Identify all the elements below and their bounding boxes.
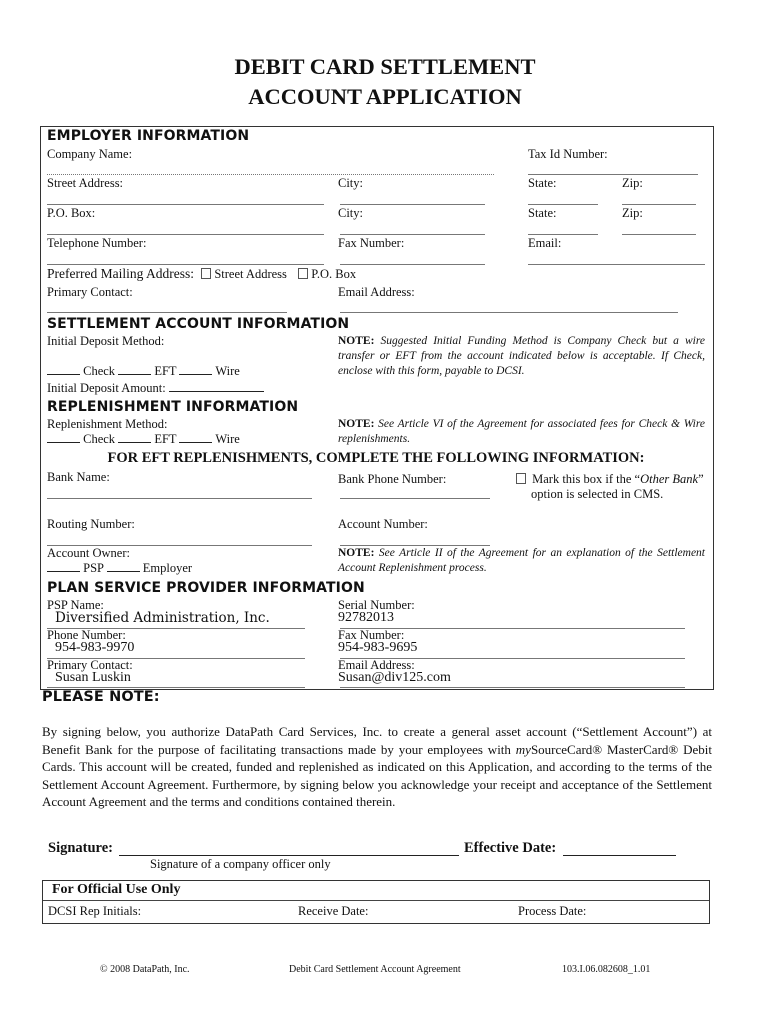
po-box-field[interactable] (47, 234, 324, 235)
routing-number-label: Routing Number: (47, 517, 135, 531)
fax-field[interactable] (340, 264, 485, 265)
initial-amount-field[interactable] (169, 391, 264, 392)
official-use-divider (43, 900, 709, 901)
street-address-option: Street Address (214, 267, 287, 281)
state-field-2[interactable] (528, 234, 598, 235)
page-title (0, 52, 770, 112)
city-label-2: City: (338, 206, 364, 220)
psp-name-label: PSP Name: (47, 598, 104, 612)
email-address-field[interactable] (340, 312, 678, 313)
psp-option: PSP (83, 561, 104, 575)
footer-code: 103.I.06.082608_1.01 (562, 964, 651, 975)
replenishment-note-text: See Article VI of the Agreement for associated fees for Check & Wire replenishments. (338, 418, 706, 445)
signature-field[interactable] (119, 855, 459, 856)
signature-label: Signature: (48, 840, 113, 856)
psp-blank[interactable] (47, 571, 80, 572)
replenishment-note (338, 417, 705, 447)
title-line-2: ACCOUNT APPLICATION (248, 84, 522, 109)
footer-copyright: © 2008 DataPath, Inc. (100, 964, 190, 975)
please-note-my: my (515, 741, 531, 757)
tax-id-label: Tax Id Number: (528, 147, 608, 161)
settlement-note (338, 334, 705, 379)
preferred-mailing-row (47, 266, 356, 282)
account-owner-options (47, 561, 192, 576)
rep-initials-label: DCSI Rep Initials: (48, 904, 142, 918)
company-name-field[interactable] (47, 174, 494, 175)
fax-label: Fax Number: (338, 236, 405, 250)
initial-amount-row (47, 381, 264, 396)
repl-eft-blank[interactable] (118, 442, 151, 443)
email-label: Email: (528, 236, 562, 250)
street-address-field[interactable] (47, 204, 324, 205)
other-bank-text-1: Mark this box if the “ (532, 472, 641, 486)
other-bank-checkbox[interactable] (516, 473, 526, 484)
repl-eft-option: EFT (154, 432, 177, 446)
repl-check-blank[interactable] (47, 442, 80, 443)
zip-label: Zip: (622, 176, 643, 190)
other-bank-text-3: option is selected in CMS. (531, 487, 664, 501)
psp-contact-label: Primary Contact: (47, 658, 133, 672)
other-bank-text-other: Other Bank (640, 472, 699, 486)
official-use-heading: For Official Use Only (52, 882, 181, 897)
psp-contact-field[interactable] (47, 687, 305, 688)
zip-field-2[interactable] (622, 234, 696, 235)
effective-date-label: Effective Date: (464, 840, 557, 856)
signature-caption: Signature of a company officer only (150, 857, 331, 871)
initial-amount-label: Initial Deposit Amount: (47, 381, 166, 395)
po-box-option: P.O. Box (311, 267, 357, 281)
bank-name-field[interactable] (47, 498, 312, 499)
please-note-paragraph (42, 723, 712, 811)
street-address-checkbox[interactable] (201, 268, 211, 279)
receive-date-label: Receive Date: (298, 904, 369, 918)
psp-fax-value: 954-983-9695 (338, 640, 418, 655)
state-label: State: (528, 176, 557, 190)
process-date-label: Process Date: (518, 904, 587, 918)
primary-contact-field[interactable] (47, 312, 287, 313)
psp-name-value: Diversified Administration, Inc. (55, 610, 270, 626)
account-number-label: Account Number: (338, 517, 428, 531)
psp-email-label: Email Address: (338, 658, 415, 672)
settlement-note-text: Suggested Initial Funding Method is Company Check but a wire transfer or EFT from the account indicated below is acceptable. If Check, enclose with this form, payable to DCSI. (338, 335, 705, 377)
state-label-2: State: (528, 206, 557, 220)
telephone-label: Telephone Number: (47, 236, 147, 250)
eft-option: EFT (154, 364, 177, 378)
repl-wire-blank[interactable] (179, 442, 212, 443)
account-owner-note-text: See Article II of the Agreement for an explanation of the Settlement Account Replenishment process. (338, 547, 706, 574)
footer-document-name: Debit Card Settlement Account Agreement (289, 964, 461, 975)
eft-blank[interactable] (118, 374, 151, 375)
psp-phone-label: Phone Number: (47, 628, 126, 642)
check-blank[interactable] (47, 374, 80, 375)
employer-option: Employer (142, 561, 193, 575)
psp-email-field[interactable] (340, 687, 685, 688)
settlement-note-label: NOTE: (338, 335, 375, 347)
psp-heading: PLAN SERVICE PROVIDER INFORMATION (47, 580, 365, 596)
po-box-label: P.O. Box: (47, 206, 96, 220)
please-note-text-1: By signing below, you authorize DataPath Card Services, Inc. to create a general asset account (“Settlement Account”) at Benefit Bank for the purpose of facilitating transactions made by your employees with (42, 724, 712, 757)
zip-label-2: Zip: (622, 206, 643, 220)
city-field-2[interactable] (340, 234, 485, 235)
email-address-label: Email Address: (338, 285, 415, 299)
title-line-1: DEBIT CARD SETTLEMENT (234, 54, 536, 79)
account-owner-note (338, 546, 705, 576)
company-name-label: Company Name: (47, 147, 133, 161)
repl-check-option: Check (83, 432, 116, 446)
street-address-label: Street Address: (47, 176, 124, 190)
psp-email-value: Susan@div125.com (338, 670, 451, 685)
serial-number-value: 92782013 (338, 610, 394, 625)
repl-wire-option: Wire (215, 432, 240, 446)
initial-method-options (47, 364, 240, 379)
telephone-field[interactable] (47, 264, 324, 265)
please-note-text-2: SourceCard® MasterCard® Debit Cards. This account will be created, funded and replenished as indicated on this Application, and according to the terms of the Settlement Account Agreement. Furthermore, by signing below you acknowledge your receipt and acceptance of the Settlement Account Agreement and the terms and conditions contained therein. (42, 741, 712, 809)
zip-field[interactable] (622, 204, 696, 205)
po-box-checkbox[interactable] (298, 268, 308, 279)
psp-contact-value: Susan Luskin (55, 670, 131, 685)
psp-phone-value: 954-983-9970 (55, 640, 135, 655)
check-option: Check (83, 364, 116, 378)
eft-heading: FOR EFT REPLENISHMENTS, COMPLETE THE FOLLOWING INFORMATION: (107, 450, 645, 466)
account-owner-note-label: NOTE: (338, 547, 375, 559)
wire-option: Wire (215, 364, 240, 378)
tax-id-field[interactable] (528, 174, 698, 175)
psp-fax-label: Fax Number: (338, 628, 405, 642)
serial-number-label: Serial Number: (338, 598, 415, 612)
please-note-heading: PLEASE NOTE: (42, 689, 160, 705)
account-owner-label: Account Owner: (47, 546, 130, 560)
bank-phone-field[interactable] (340, 498, 490, 499)
preferred-mailing-label: Preferred Mailing Address: (47, 266, 194, 281)
settlement-heading: SETTLEMENT ACCOUNT INFORMATION (47, 316, 350, 332)
email-field[interactable] (528, 264, 705, 265)
state-field[interactable] (528, 204, 598, 205)
other-bank-text-2: ” (698, 472, 704, 486)
replenishment-method-label: Replenishment Method: (47, 417, 168, 431)
replenishment-options (47, 432, 240, 447)
other-bank-note (516, 472, 711, 502)
city-label: City: (338, 176, 364, 190)
bank-name-label: Bank Name: (47, 470, 110, 484)
employer-heading: EMPLOYER INFORMATION (47, 128, 250, 144)
bank-phone-label: Bank Phone Number: (338, 472, 447, 486)
replenishment-heading: REPLENISHMENT INFORMATION (47, 399, 299, 415)
replenishment-note-label: NOTE: (338, 418, 375, 430)
city-field[interactable] (340, 204, 485, 205)
effective-date-field[interactable] (563, 855, 676, 856)
initial-deposit-method-label: Initial Deposit Method: (47, 334, 165, 348)
primary-contact-label: Primary Contact: (47, 285, 133, 299)
wire-blank[interactable] (179, 374, 212, 375)
employer-blank[interactable] (107, 571, 140, 572)
